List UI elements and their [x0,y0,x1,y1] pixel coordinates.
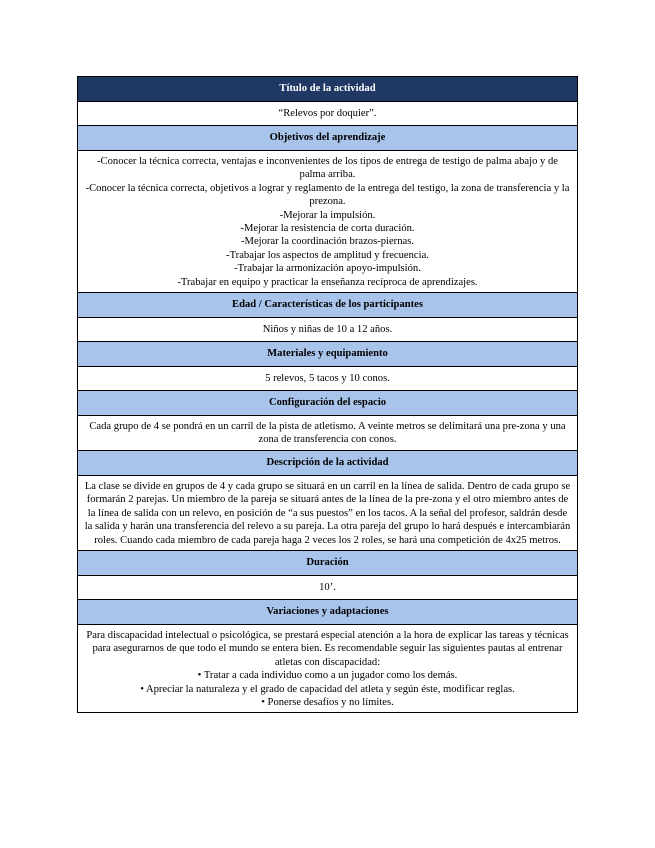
variations-cell [78,624,577,712]
age-value: Niños y niñas de 10 a 12 años. [78,317,577,341]
duration-header: Duración [78,550,577,575]
variation-bullet: • Ponerse desafíos y no límites. [261,696,394,708]
objectives-header: Objetivos del aprendizaje [78,125,577,150]
title-value: “Relevos por doquier”. [78,101,577,125]
materials-header: Materiales y equipamiento [78,341,577,366]
objective-line: -Mejorar la coordinación brazos-piernas. [241,236,414,248]
objective-line: -Conocer la técnica correcta, ventajas e inconvenientes de los tipos de entrega de testigo de palma abajo y de palma arriba. [97,156,558,181]
space-header: Configuración del espacio [78,390,577,415]
objective-line: -Trabajar la armonización apoyo-impulsión. [234,263,421,275]
objective-line: -Mejorar la impulsión. [279,209,376,221]
activity-table [77,76,578,713]
space-value: Cada grupo de 4 se pondrá en un carril de la pista de atletismo. A veinte metros se delimitará una pre-zona y una zona de transferencia con conos. [78,415,577,450]
objective-line: -Mejorar la resistencia de corta duración. [240,223,415,235]
objective-line: -Conocer la técnica correcta, objetivos a lograr y reglamento de la entrega del testigo, la zona de transferencia y la prezona. [85,182,570,208]
age-header: Edad / Características de los participantes [78,292,577,317]
objectives-cell [78,150,577,292]
objective-line: -Trabajar en equipo y practicar la enseñanza recíproca de aprendizajes. [177,276,478,288]
objective-line: -Trabajar los aspectos de amplitud y frecuencia. [226,249,429,261]
materials-value: 5 relevos, 5 tacos y 10 conos. [78,366,577,390]
variations-intro: Para discapacidad intelectual o psicológica, se prestará especial atención a la hora de explicar las tareas y técnicas para asegurarnos de que todo el mundo se entera bien. Es recomendable seguir las siguientes pautas al entrenar atletas con discapacidad: [86,629,569,668]
description-header: Descripción de la actividad [78,450,577,475]
description-value: La clase se divide en grupos de 4 y cada grupo se situará en un carril en la línea de salida. Dentro de cada grupo se formarán 2 parejas. Un miembro de la pareja se situará antes de la línea de la pre-zona y el otro miembro antes de la línea de salida con un relevo, en posición de “a sus puestos” en los tacos. A la señal del profesor, saldrán desde la salida y harán una transferencia del relevo a su pareja. La otra pareja del grupo lo hará después e intercambiarán roles. Cuando cada miembro de cada pareja haga 2 veces los 2 roles, se hará una competición de 4x25 metros. [78,475,577,550]
title-header: Título de la actividad [78,77,577,101]
variation-bullet: • Apreciar la naturaleza y el grado de capacidad del atleta y según éste, modificar reglas. [140,683,515,695]
variation-bullet: • Tratar a cada individuo como a un jugador como los demás. [197,670,458,682]
duration-value: 10’. [78,575,577,599]
variations-header: Variaciones y adaptaciones [78,599,577,624]
